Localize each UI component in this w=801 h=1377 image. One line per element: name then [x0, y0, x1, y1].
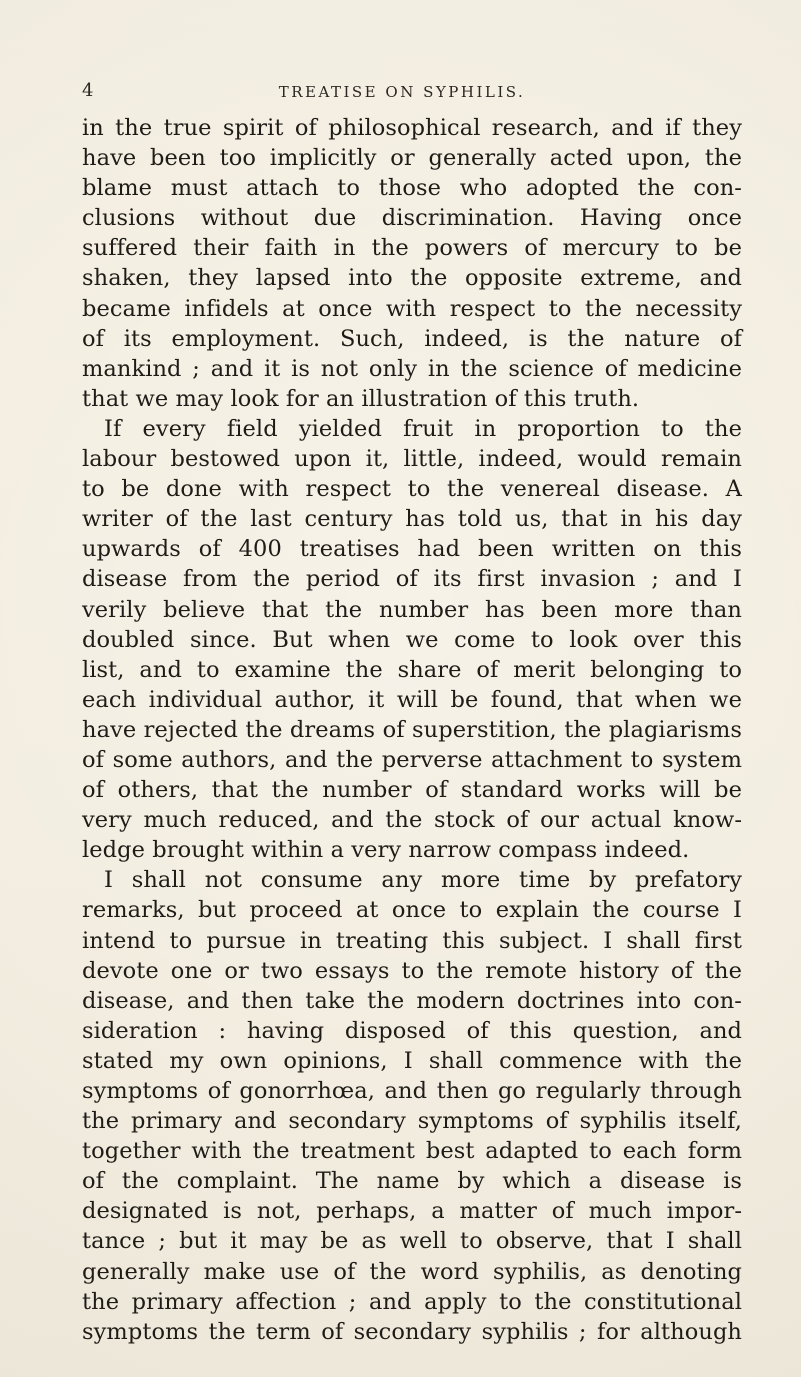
- text-line: sideration : having disposed of this question, and: [82, 1017, 742, 1044]
- paragraph-start-line: I shall not consume any more time by prefatory: [104, 867, 742, 894]
- text-line: have been too implicitly or generally acted upon, the: [82, 145, 742, 172]
- text-line: disease from the period of its first invasion ; and I: [82, 566, 742, 593]
- page-number: 4: [82, 80, 94, 101]
- text-line: mankind ; and it is not only in the science of medicine: [82, 355, 742, 382]
- running-title: TREATISE ON SYPHILIS.: [278, 83, 526, 101]
- text-line: blame must attach to those who adopted the con-: [82, 175, 742, 202]
- text-line: remarks, but proceed at once to explain the course I: [82, 897, 742, 924]
- body-text: [82, 113, 742, 1347]
- text-line: of the complaint. The name by which a disease is: [82, 1168, 742, 1195]
- text-line: the primary and secondary symptoms of syphilis itself,: [82, 1108, 742, 1135]
- text-line: symptoms the term of secondary syphilis ; for although: [82, 1318, 742, 1345]
- text-line: disease, and then take the modern doctrines into con-: [82, 987, 742, 1014]
- text-line: became infidels at once with respect to the necessity: [82, 295, 742, 322]
- text-line: in the true spirit of philosophical research, and if they: [82, 115, 742, 141]
- text-line: the primary affection ; and apply to the constitutional: [82, 1288, 742, 1315]
- text-line: clusions without due discrimination. Having once: [82, 205, 742, 232]
- text-line: suffered their faith in the powers of mercury to be: [82, 235, 742, 262]
- text-line: writer of the last century has told us, that in his day: [82, 506, 742, 533]
- text-line: each individual author, it will be found, that when we: [82, 686, 742, 713]
- text-line: of its employment. Such, indeed, is the nature of: [82, 325, 742, 352]
- running-head: [82, 80, 722, 104]
- text-line: together with the treatment best adapted to each form: [82, 1138, 742, 1165]
- text-line: labour bestowed upon it, little, indeed, would remain: [82, 446, 742, 473]
- text-line: list, and to examine the share of merit belonging to: [82, 656, 742, 683]
- text-line: symptoms of gonorrhœa, and then go regularly through: [82, 1078, 742, 1104]
- text-line: verily believe that the number has been more than: [82, 596, 742, 623]
- text-line: intend to pursue in treating this subject. I shall first: [82, 927, 742, 954]
- text-line: ledge brought within a very narrow compass indeed.: [82, 837, 690, 864]
- text-line: to be done with respect to the venereal disease. A: [82, 476, 742, 503]
- text-line: of some authors, and the perverse attachment to system: [82, 746, 742, 773]
- text-line: tance ; but it may be as well to observe, that I shall: [82, 1228, 742, 1255]
- text-line: have rejected the dreams of superstition, the plagiarisms: [82, 716, 742, 743]
- text-line: doubled since. But when we come to look over this: [82, 626, 742, 653]
- text-line: of others, that the number of standard works will be: [82, 777, 742, 804]
- text-line: upwards of 400 treatises had been written on this: [82, 536, 742, 563]
- text-line: stated my own opinions, I shall commence with the: [82, 1047, 742, 1074]
- text-line: designated is not, perhaps, a matter of much impor-: [82, 1198, 742, 1225]
- text-line: devote one or two essays to the remote history of the: [82, 957, 742, 984]
- paragraph-start-line: If every field yielded fruit in proportion to the: [104, 415, 742, 442]
- text-line: shaken, they lapsed into the opposite extreme, and: [82, 265, 742, 292]
- text-line: that we may look for an illustration of this truth.: [82, 385, 640, 412]
- text-line: very much reduced, and the stock of our actual know-: [82, 807, 742, 834]
- text-line: generally make use of the word syphilis, as denoting: [82, 1258, 742, 1285]
